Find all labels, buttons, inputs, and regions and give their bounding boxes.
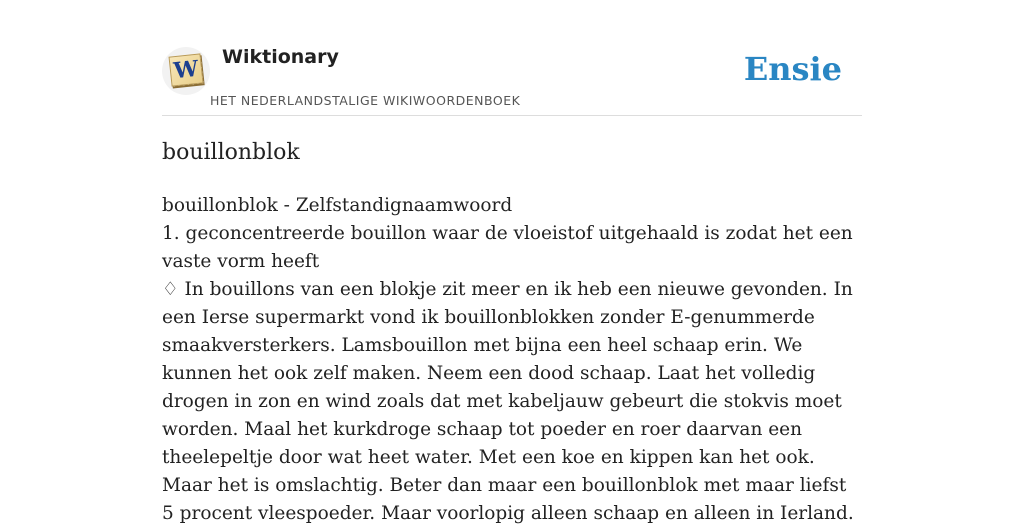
example-text: ♢ In bouillons van een blokje zit meer en ik heb een nieuwe gevonden. In een Ierse supermarkt vond ik bouillonblokken zonder E-genummerde smaakversterkers. Lamsbouillon met bijna een heel schaap erin. We kunnen het ook zelf maken. Neem een dood schaap. Laat het volledig drogen in zon en wind zoals dat met kabeljauw gebeurt die stokvis moet worden. Maal het kurkdroge schaap tot poeder en roer daarvan een theelepeltje door wat heet water. Met een koe en kippen kan het ook. Maar het is omslachtig. Beter dan maar een bouillonblok met maar liefst 5 procent vleespoeder. Maar voorlopig alleen schaap en alleen in Ierland.	[162, 279, 854, 524]
definition-text: 1. geconcentreerde bouillon waar de vloeistof uitgehaald is zodat het een vaste vorm heeft	[162, 223, 853, 272]
site-subtitle: HET NEDERLANDSTALIGE WIKIWOORDENBOEK	[210, 93, 521, 108]
site-title[interactable]: Wiktionary	[222, 46, 339, 68]
logo-tile	[169, 53, 204, 86]
logo-letter: W	[172, 55, 200, 85]
ensie-brand-link[interactable]: Ensie	[743, 50, 842, 88]
page-title: bouillonblok	[162, 140, 300, 165]
entry-heading: bouillonblok - Zelfstandignaamwoord	[162, 195, 513, 216]
wiktionary-logo-icon[interactable]	[162, 47, 210, 95]
page-container	[162, 0, 862, 524]
site-header	[162, 0, 862, 116]
entry-content	[162, 192, 862, 528]
